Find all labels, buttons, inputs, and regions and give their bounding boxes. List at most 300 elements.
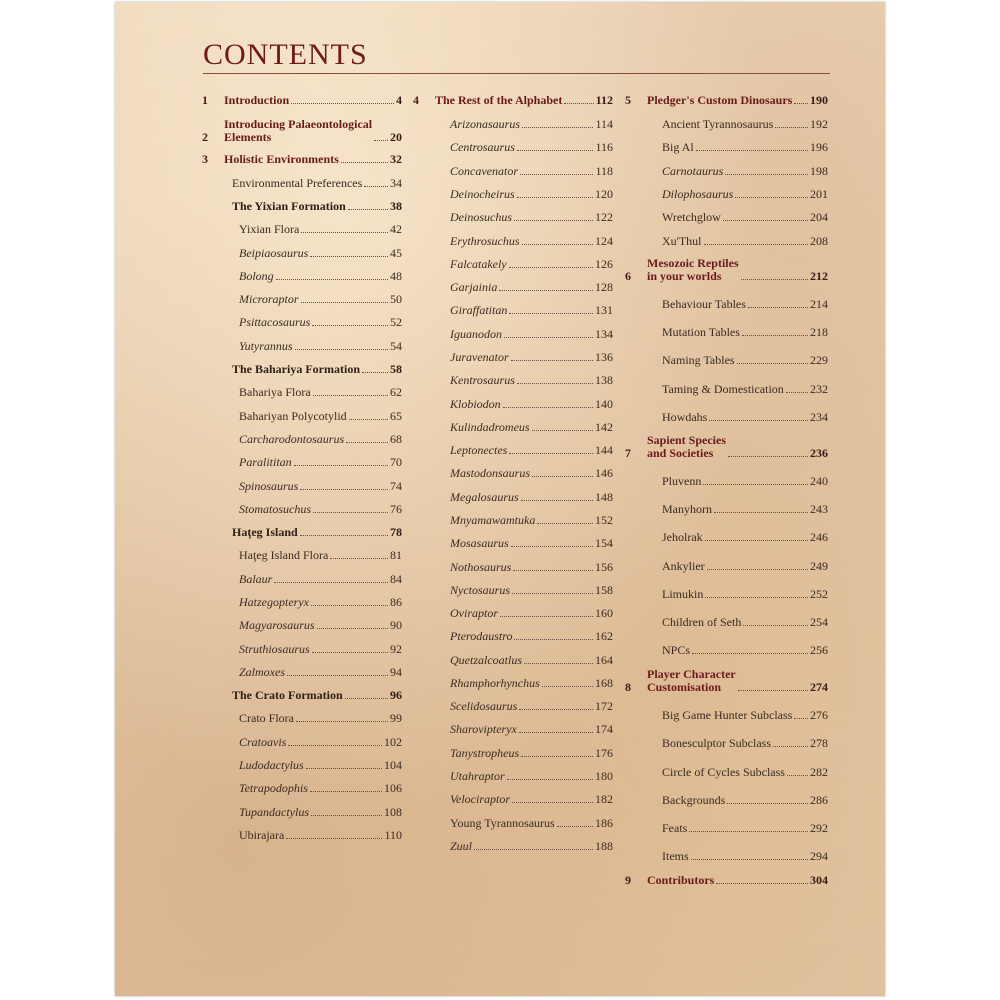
page-number: 180 (595, 769, 613, 783)
dot-leader (716, 883, 808, 884)
dot-leader (364, 186, 388, 187)
toc-entry[interactable] (202, 433, 402, 446)
dot-leader (517, 150, 594, 151)
page-number: 32 (390, 152, 402, 166)
chapter-number: 4 (413, 93, 419, 107)
dot-leader (703, 484, 808, 485)
dot-leader (741, 279, 808, 280)
dot-leader (794, 103, 808, 104)
chapter-number: 3 (202, 152, 208, 166)
toc-entry[interactable] (413, 630, 613, 643)
entry-title: NPCs (662, 643, 691, 657)
dot-leader (509, 267, 593, 268)
page-number: 50 (390, 292, 402, 306)
page-number: 304 (810, 873, 828, 887)
entry-title: Mosasaurus (450, 536, 509, 550)
dot-leader (723, 220, 808, 221)
toc-entry[interactable] (202, 549, 402, 562)
chapter-number: 9 (625, 873, 631, 887)
entry-title: The Bahariya Formation (232, 362, 360, 376)
toc-entry[interactable] (625, 326, 828, 339)
toc-entry[interactable] (413, 793, 613, 806)
page-number: 212 (810, 269, 828, 283)
entry-title: Leptonectes (450, 443, 508, 457)
toc-entry[interactable] (625, 383, 828, 396)
toc-entry[interactable] (202, 782, 402, 795)
dot-leader (735, 197, 808, 198)
entry-title: Stomatosuchus (239, 502, 311, 516)
toc-entry[interactable] (413, 211, 613, 224)
dot-leader (521, 500, 593, 501)
page-number: 65 (390, 409, 402, 423)
page-number: 94 (390, 665, 402, 679)
dot-leader (519, 732, 593, 733)
toc-entry[interactable] (202, 666, 402, 679)
entry-title: Introducing Palaeontological Elements (224, 117, 373, 144)
page-number: 201 (810, 187, 828, 201)
toc-chapter[interactable] (202, 94, 402, 107)
toc-entry[interactable] (625, 141, 828, 154)
page-number: 34 (390, 176, 402, 190)
page-number: 276 (810, 708, 828, 722)
toc-entry[interactable] (202, 456, 402, 469)
page-number: 102 (384, 735, 402, 749)
dot-leader (274, 582, 388, 583)
page-number: 190 (810, 93, 828, 107)
dot-leader (514, 639, 593, 640)
toc-entry[interactable] (202, 759, 402, 772)
page-number: 282 (810, 765, 828, 779)
toc-entry[interactable] (625, 794, 828, 807)
entry-title: Children of Seth (662, 615, 742, 629)
entry-title: Crato Flora (239, 711, 294, 725)
dot-leader (503, 407, 593, 408)
page-number: 106 (384, 781, 402, 795)
toc-entry[interactable] (625, 503, 828, 516)
entry-title: Scelidosaurus (450, 699, 518, 713)
toc-entry[interactable] (202, 643, 402, 656)
dot-leader (775, 127, 808, 128)
dot-leader (794, 718, 808, 719)
toc-entry[interactable] (413, 374, 613, 387)
entry-title: Sapient Species and Societies (647, 433, 727, 460)
entry-title: Taming & Domestication (662, 382, 784, 396)
entry-title: Mutation Tables (662, 325, 740, 339)
dot-leader (374, 140, 388, 141)
dot-leader (362, 372, 388, 373)
toc-chapter[interactable] (625, 434, 828, 460)
page-number: 218 (810, 325, 828, 339)
page-number: 256 (810, 643, 828, 657)
toc-entry[interactable] (413, 444, 613, 457)
dot-leader (313, 395, 388, 396)
dot-leader (521, 756, 593, 757)
entry-title: Wretchglow (662, 210, 721, 224)
page-number: 164 (595, 653, 613, 667)
toc-entry[interactable] (202, 526, 402, 539)
toc-entry[interactable] (413, 817, 613, 830)
page-number: 104 (384, 758, 402, 772)
toc-entry[interactable] (202, 736, 402, 749)
entry-title: Contributors (647, 873, 715, 887)
entry-title: Psittacosaurus (239, 315, 311, 329)
toc-entry[interactable] (625, 644, 828, 657)
entry-title: Kulindadromeus (450, 420, 530, 434)
page-number: 176 (595, 746, 613, 760)
entry-title: Tetrapodophis (239, 781, 308, 795)
toc-entry[interactable] (625, 235, 828, 248)
dot-leader (509, 313, 593, 314)
toc-entry[interactable] (202, 386, 402, 399)
dot-leader (728, 456, 808, 457)
toc-entry[interactable] (625, 475, 828, 488)
dot-leader (737, 363, 808, 364)
page-number: 254 (810, 615, 828, 629)
entry-title: Haţeg Island (232, 525, 298, 539)
page-number: 204 (810, 210, 828, 224)
page-number: 240 (810, 474, 828, 488)
toc-entry[interactable] (202, 829, 402, 842)
toc-entry[interactable] (413, 398, 613, 411)
page-number: 234 (810, 410, 828, 424)
entry-title: Juravenator (450, 350, 509, 364)
toc-entry[interactable] (202, 619, 402, 632)
dot-leader (689, 831, 808, 832)
page-number: 249 (810, 559, 828, 573)
toc-entry[interactable] (202, 363, 402, 376)
page-number: 126 (595, 257, 613, 271)
dot-leader (519, 709, 593, 710)
entry-title: Pledger's Custom Dinosaurs (647, 93, 793, 107)
page-number: 192 (810, 117, 828, 131)
entry-title: Bahariyan Polycotylid (239, 409, 347, 423)
entry-title: Deinocheirus (450, 187, 515, 201)
dot-leader (310, 256, 388, 257)
page-number: 158 (595, 583, 613, 597)
toc-entry[interactable] (202, 410, 402, 423)
toc-entry[interactable] (413, 258, 613, 271)
entry-title: Nothosaurus (450, 560, 512, 574)
toc-entry[interactable] (625, 298, 828, 311)
page-number: 20 (390, 130, 402, 144)
dot-leader (517, 197, 593, 198)
toc-entry[interactable] (413, 188, 613, 201)
dot-leader (524, 663, 593, 664)
dot-leader (707, 569, 808, 570)
entry-title: Tanystropheus (450, 746, 520, 760)
page-number: 182 (595, 792, 613, 806)
page-number: 116 (595, 140, 613, 154)
toc-entry[interactable] (413, 840, 613, 853)
dot-leader (509, 453, 593, 454)
entry-title: Spinosaurus (239, 479, 299, 493)
page-number: 252 (810, 587, 828, 601)
toc-entry[interactable] (202, 200, 402, 213)
chapter-number: 6 (625, 269, 631, 283)
dot-leader (474, 849, 593, 850)
dot-leader (773, 746, 808, 747)
toc-entry[interactable] (202, 503, 402, 516)
entry-title: Beipiaosaurus (239, 246, 309, 260)
toc-entry[interactable] (413, 677, 613, 690)
entry-title: Hatzegopteryx (239, 595, 309, 609)
toc-entry[interactable] (625, 560, 828, 573)
toc-entry[interactable] (625, 709, 828, 722)
dot-leader (317, 628, 388, 629)
dot-leader (345, 698, 388, 699)
book-page (115, 2, 885, 996)
dot-leader (276, 279, 388, 280)
page-number: 236 (810, 446, 828, 460)
page-number: 86 (390, 595, 402, 609)
dot-leader (704, 244, 809, 245)
toc-entry[interactable] (625, 766, 828, 779)
page-number: 292 (810, 821, 828, 835)
dot-leader (300, 535, 388, 536)
toc-entry[interactable] (625, 850, 828, 863)
entry-title: Environmental Preferences (232, 176, 363, 190)
dot-leader (312, 652, 388, 653)
toc-entry[interactable] (202, 596, 402, 609)
page-number: 156 (595, 560, 613, 574)
entry-title: Megalosaurus (450, 490, 519, 504)
page-number: 58 (390, 362, 402, 376)
chapter-number: 7 (625, 446, 631, 460)
dot-leader (341, 162, 388, 163)
toc-entry[interactable] (413, 304, 613, 317)
toc-chapter[interactable] (625, 257, 828, 283)
page-number: 68 (390, 432, 402, 446)
dot-leader (564, 103, 593, 104)
entry-title: Erythrosuchus (450, 234, 520, 248)
toc-entry[interactable] (202, 177, 402, 190)
page-number: 294 (810, 849, 828, 863)
page-number: 114 (595, 117, 613, 131)
page-number: 96 (390, 688, 402, 702)
dot-leader (537, 523, 593, 524)
entry-title: Bolong (239, 269, 274, 283)
page-number: 54 (390, 339, 402, 353)
page-number: 186 (595, 816, 613, 830)
toc-chapter[interactable] (625, 668, 828, 694)
toc-entry[interactable] (413, 537, 613, 550)
chapter-number: 5 (625, 93, 631, 107)
toc-chapter[interactable] (202, 153, 402, 166)
dot-leader (291, 103, 394, 104)
page-number: 196 (810, 140, 828, 154)
dot-leader (787, 775, 808, 776)
toc-entry[interactable] (202, 316, 402, 329)
page-number: 160 (595, 606, 613, 620)
dot-leader (522, 244, 593, 245)
entry-title: Microraptor (239, 292, 299, 306)
page-number: 168 (595, 676, 613, 690)
dot-leader (786, 392, 808, 393)
entry-title: Deinosuchus (450, 210, 512, 224)
toc-entry[interactable] (625, 531, 828, 544)
toc-entry[interactable] (413, 561, 613, 574)
toc-entry[interactable] (413, 723, 613, 736)
entry-title: Arizonasaurus (450, 117, 521, 131)
dot-leader (748, 307, 808, 308)
dot-leader (512, 802, 593, 803)
toc-entry[interactable] (625, 354, 828, 367)
page-number: 76 (390, 502, 402, 516)
entry-title: Centrosaurus (450, 140, 515, 154)
entry-title: Ludodactylus (239, 758, 304, 772)
dot-leader (294, 465, 388, 466)
dot-leader (295, 349, 388, 350)
toc-entry[interactable] (625, 211, 828, 224)
toc-entry[interactable] (202, 480, 402, 493)
dot-leader (311, 605, 388, 606)
page-number: 278 (810, 736, 828, 750)
dot-leader (287, 675, 388, 676)
toc-entry[interactable] (625, 588, 828, 601)
dot-leader (301, 302, 388, 303)
page-title: CONTENTS (203, 38, 368, 71)
chapter-number: 2 (202, 130, 208, 144)
toc-chapter[interactable] (625, 94, 828, 107)
toc-entry[interactable] (202, 247, 402, 260)
dot-leader (727, 803, 808, 804)
entry-title: Rhamphorhynchus (450, 676, 540, 690)
entry-title: Items (662, 849, 689, 863)
toc-entry[interactable] (413, 770, 613, 783)
toc-entry[interactable] (625, 616, 828, 629)
page-number: 118 (595, 164, 613, 178)
toc-entry[interactable] (413, 328, 613, 341)
toc-entry[interactable] (413, 351, 613, 364)
page-number: 136 (595, 350, 613, 364)
entry-title: Big Al (662, 140, 694, 154)
page-number: 45 (390, 246, 402, 260)
toc-entry[interactable] (202, 340, 402, 353)
dot-leader (310, 791, 382, 792)
page-number: 110 (384, 828, 402, 842)
page-number: 148 (595, 490, 613, 504)
entry-title: Magyarosaurus (239, 618, 315, 632)
page-number: 174 (595, 722, 613, 736)
toc-entry[interactable] (413, 235, 613, 248)
toc-entry[interactable] (413, 467, 613, 480)
toc-entry[interactable] (413, 491, 613, 504)
toc-entry[interactable] (625, 737, 828, 750)
entry-title: Manyhorn (662, 502, 712, 516)
entry-title: The Rest of the Alphabet (435, 93, 563, 107)
entry-title: Howdahs (662, 410, 708, 424)
toc-entry[interactable] (413, 421, 613, 434)
toc-entry[interactable] (625, 188, 828, 201)
dot-leader (742, 335, 808, 336)
page-number: 90 (390, 618, 402, 632)
toc-entry[interactable] (202, 223, 402, 236)
dot-leader (312, 325, 388, 326)
toc-entry[interactable] (202, 573, 402, 586)
toc-entry[interactable] (413, 118, 613, 131)
dot-leader (311, 815, 382, 816)
entry-title: Zuul (450, 839, 473, 853)
toc-entry[interactable] (202, 270, 402, 283)
dot-leader (696, 150, 808, 151)
entry-title: Ancient Tyrannosaurus (662, 117, 774, 131)
toc-entry[interactable] (625, 118, 828, 131)
entry-title: Yixian Flora (239, 222, 300, 236)
toc-chapter[interactable] (202, 118, 402, 144)
toc-entry[interactable] (202, 689, 402, 702)
dot-leader (691, 859, 808, 860)
entry-title: Tupandactylus (239, 805, 310, 819)
dot-leader (714, 512, 808, 513)
entry-title: Sharovipteryx (450, 722, 517, 736)
toc-entry[interactable] (625, 165, 828, 178)
toc-entry[interactable] (413, 607, 613, 620)
toc-entry[interactable] (413, 747, 613, 760)
dot-leader (557, 826, 593, 827)
toc-entry[interactable] (625, 411, 828, 424)
dot-leader (499, 290, 593, 291)
title-rule (203, 73, 830, 74)
entry-title: Nyctosaurus (450, 583, 510, 597)
toc-entry[interactable] (413, 281, 613, 294)
dot-leader (517, 383, 593, 384)
entry-title: Bonesculptor Subclass (662, 736, 771, 750)
dot-leader (511, 546, 593, 547)
page-number: 48 (390, 269, 402, 283)
toc-entry[interactable] (202, 293, 402, 306)
toc-entry[interactable] (413, 584, 613, 597)
page-number: 243 (810, 502, 828, 516)
page-number: 74 (390, 479, 402, 493)
entry-title: Carcharodontosaurus (239, 432, 345, 446)
entry-title: Iguanodon (450, 327, 502, 341)
entry-title: Holistic Environments (224, 152, 339, 166)
entry-title: Dilophosaurus (662, 187, 734, 201)
dot-leader (743, 625, 808, 626)
page-number: 52 (390, 315, 402, 329)
entry-title: Feats (662, 821, 688, 835)
toc-entry[interactable] (625, 822, 828, 835)
page-number: 140 (595, 397, 613, 411)
dot-leader (513, 570, 593, 571)
dot-leader (330, 558, 388, 559)
toc-entry[interactable] (413, 165, 613, 178)
page-number: 122 (595, 210, 613, 224)
dot-leader (709, 420, 808, 421)
page-number: 128 (595, 280, 613, 294)
toc-entry[interactable] (413, 141, 613, 154)
toc-entry[interactable] (413, 700, 613, 713)
entry-title: The Yixian Formation (232, 199, 346, 213)
page-number: 131 (595, 303, 613, 317)
toc-entry[interactable] (413, 514, 613, 527)
toc-entry[interactable] (413, 654, 613, 667)
dot-leader (738, 690, 808, 691)
dot-leader (500, 616, 593, 617)
page-number: 274 (810, 680, 828, 694)
toc-entry[interactable] (202, 806, 402, 819)
dot-leader (514, 220, 593, 221)
page-number: 99 (390, 711, 402, 725)
entry-title: Mnyamawamtuka (450, 513, 536, 527)
dot-leader (313, 512, 388, 513)
toc-entry[interactable] (202, 712, 402, 725)
toc-chapter[interactable] (413, 94, 613, 107)
dot-leader (296, 721, 388, 722)
toc-chapter[interactable] (625, 874, 828, 887)
dot-leader (692, 653, 808, 654)
entry-title: Bahariya Flora (239, 385, 311, 399)
